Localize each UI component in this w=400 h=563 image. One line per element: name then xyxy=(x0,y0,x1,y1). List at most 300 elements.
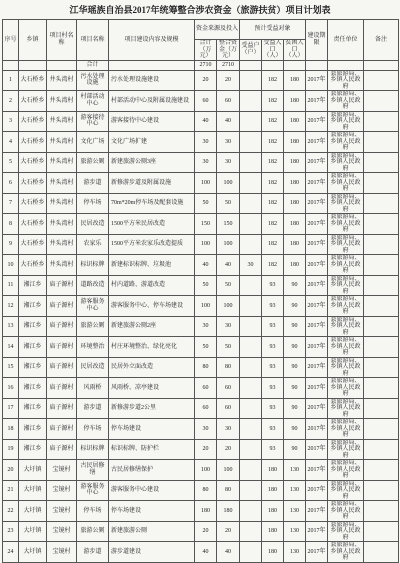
total-section xyxy=(3,60,399,70)
cell-benefit-people: 93 xyxy=(262,398,284,419)
cell-unit: 县旅游局、乡镇人民政府 xyxy=(328,357,364,378)
cell-note xyxy=(364,70,399,91)
cell-benefit-poor: 180 xyxy=(284,132,306,153)
cell-project: 游客接待中心 xyxy=(77,111,109,132)
cell-content: 新修游步道2公里 xyxy=(109,398,195,419)
cell-note xyxy=(364,337,399,358)
cell-content: 风雨桥、凉亭建设 xyxy=(109,378,195,399)
cell-benefit-households xyxy=(240,91,262,112)
cell-funds-integrated: 180 xyxy=(217,501,240,522)
cell-town: 湘江乡 xyxy=(19,419,47,440)
cell-benefit-poor: 180 xyxy=(284,91,306,112)
table-row xyxy=(3,234,399,255)
cell-no: 16 xyxy=(3,378,19,399)
cell-funds-total: 60 xyxy=(195,398,217,419)
cell-town: 大圩镇 xyxy=(19,521,47,542)
project-rows xyxy=(3,70,399,562)
cell-content: 标识标牌、防护栏 xyxy=(109,439,195,460)
header-unit: 责任单位 xyxy=(328,20,364,61)
cell-benefit-households: 30 xyxy=(240,255,262,276)
cell-benefit-poor: 90 xyxy=(284,398,306,419)
cell-unit: 县旅游局、乡镇人民政府 xyxy=(328,501,364,522)
cell-funds-integrated: 20 xyxy=(217,439,240,460)
cell-project: 风雨桥 xyxy=(77,378,109,399)
cell-no: 17 xyxy=(3,398,19,419)
cell-funds-total: 30 xyxy=(195,419,217,440)
cell-village: 宝镜村 xyxy=(47,501,77,522)
cell-funds-integrated: 50 xyxy=(217,193,240,214)
cell-content: 新建旅游公厕3座 xyxy=(109,152,195,173)
cell-note xyxy=(364,419,399,440)
cell-content: 新建旅游公厕2座 xyxy=(109,316,195,337)
cell-benefit-households xyxy=(240,234,262,255)
cell-benefit-households xyxy=(240,296,262,317)
cell-funds-total: 40 xyxy=(195,255,217,276)
cell-unit: 县旅游局、乡镇人民政府 xyxy=(328,91,364,112)
table-row xyxy=(3,152,399,173)
cell-town: 大石桥乡 xyxy=(19,214,47,235)
cell-note xyxy=(364,296,399,317)
cell-funds-total: 150 xyxy=(195,214,217,235)
cell-village: 宝镜村 xyxy=(47,542,77,563)
cell-benefit-poor: 130 xyxy=(284,521,306,542)
cell-funds-integrated: 20 xyxy=(217,70,240,91)
cell-town: 大石桥乡 xyxy=(19,70,47,91)
cell-no: 6 xyxy=(3,173,19,194)
cell-note xyxy=(364,275,399,296)
cell-content: 村庄环境整治、绿化亮化 xyxy=(109,337,195,358)
cell-period: 2017年 xyxy=(306,521,328,542)
header-town: 乡镇 xyxy=(19,20,47,61)
cell-funds-total: 100 xyxy=(195,234,217,255)
table-row xyxy=(3,460,399,481)
cell-benefit-people: 182 xyxy=(262,152,284,173)
cell-unit: 县旅游局、乡镇人民政府 xyxy=(328,419,364,440)
cell-project: 古民居修缮 xyxy=(77,460,109,481)
cell-no: 19 xyxy=(3,439,19,460)
cell-funds-total: 30 xyxy=(195,316,217,337)
cell-town: 大石桥乡 xyxy=(19,111,47,132)
cell-no: 8 xyxy=(3,214,19,235)
cell-benefit-people: 93 xyxy=(262,296,284,317)
cell-village: 井头湾村 xyxy=(47,214,77,235)
table-row xyxy=(3,91,399,112)
cell-no: 14 xyxy=(3,337,19,358)
cell-project: 文化广场 xyxy=(77,132,109,153)
cell-content: 古民居修缮保护 xyxy=(109,460,195,481)
cell-benefit-poor: 90 xyxy=(284,275,306,296)
cell-village: 庙子源村 xyxy=(47,398,77,419)
cell-period: 2017年 xyxy=(306,111,328,132)
cell-project: 游步道 xyxy=(77,398,109,419)
cell-content: 新建标识标牌、垃圾池 xyxy=(109,255,195,276)
cell-unit: 县旅游局、乡镇人民政府 xyxy=(328,480,364,501)
cell-benefit-people: 93 xyxy=(262,275,284,296)
cell-period: 2017年 xyxy=(306,255,328,276)
cell-benefit-people: 93 xyxy=(262,337,284,358)
cell-funds-total: 20 xyxy=(195,70,217,91)
cell-benefit-poor: 90 xyxy=(284,419,306,440)
cell-town: 大石桥乡 xyxy=(19,255,47,276)
cell-content: 村内道路、游道改造 xyxy=(109,275,195,296)
cell-note xyxy=(364,521,399,542)
project-plan-table xyxy=(2,19,399,563)
total-cell-empty xyxy=(3,60,19,70)
cell-period: 2017年 xyxy=(306,152,328,173)
cell-project: 污水处理设施 xyxy=(77,70,109,91)
cell-town: 湘江乡 xyxy=(19,337,47,358)
cell-period: 2017年 xyxy=(306,542,328,563)
cell-funds-total: 80 xyxy=(195,480,217,501)
cell-benefit-households xyxy=(240,480,262,501)
cell-unit: 县旅游局、乡镇人民政府 xyxy=(328,542,364,563)
cell-unit: 县旅游局、乡镇人民政府 xyxy=(328,337,364,358)
cell-funds-total: 100 xyxy=(195,296,217,317)
cell-village: 庙子源村 xyxy=(47,357,77,378)
cell-funds-total: 100 xyxy=(195,460,217,481)
table-row xyxy=(3,439,399,460)
total-row xyxy=(3,60,399,70)
cell-funds-integrated: 150 xyxy=(217,214,240,235)
cell-benefit-poor: 180 xyxy=(284,214,306,235)
total-cell-empty xyxy=(19,60,47,70)
cell-benefit-poor: 180 xyxy=(284,173,306,194)
cell-benefit-people: 93 xyxy=(262,419,284,440)
cell-benefit-people: 180 xyxy=(262,501,284,522)
cell-unit: 县旅游局、乡镇人民政府 xyxy=(328,193,364,214)
cell-content: 70m*20m停车场及配套设施 xyxy=(109,193,195,214)
cell-no: 23 xyxy=(3,521,19,542)
cell-unit: 县旅游局、乡镇人民政府 xyxy=(328,173,364,194)
cell-period: 2017年 xyxy=(306,173,328,194)
cell-benefit-households xyxy=(240,275,262,296)
cell-no: 1 xyxy=(3,70,19,91)
cell-funds-total: 40 xyxy=(195,542,217,563)
cell-town: 湘江乡 xyxy=(19,296,47,317)
header-note: 备注 xyxy=(364,20,399,61)
cell-period: 2017年 xyxy=(306,357,328,378)
cell-project: 停车场 xyxy=(77,501,109,522)
cell-no: 18 xyxy=(3,419,19,440)
cell-project: 游客服务中心 xyxy=(77,296,109,317)
cell-note xyxy=(364,357,399,378)
table-row xyxy=(3,70,399,91)
cell-unit: 县旅游局、乡镇人民政府 xyxy=(328,460,364,481)
cell-funds-integrated: 50 xyxy=(217,337,240,358)
table-row xyxy=(3,255,399,276)
table-row xyxy=(3,275,399,296)
cell-funds-total: 100 xyxy=(195,173,217,194)
cell-benefit-poor: 130 xyxy=(284,542,306,563)
cell-note xyxy=(364,255,399,276)
cell-benefit-households xyxy=(240,337,262,358)
table-header xyxy=(3,20,399,61)
cell-no: 10 xyxy=(3,255,19,276)
cell-village: 井头湾村 xyxy=(47,152,77,173)
cell-village: 庙子源村 xyxy=(47,275,77,296)
cell-funds-integrated: 40 xyxy=(217,255,240,276)
cell-period: 2017年 xyxy=(306,439,328,460)
cell-town: 大石桥乡 xyxy=(19,152,47,173)
cell-project: 停车场 xyxy=(77,193,109,214)
cell-note xyxy=(364,132,399,153)
cell-benefit-people: 182 xyxy=(262,111,284,132)
cell-unit: 县旅游局、乡镇人民政府 xyxy=(328,296,364,317)
cell-funds-integrated: 30 xyxy=(217,316,240,337)
cell-funds-integrated: 60 xyxy=(217,378,240,399)
cell-funds-integrated: 50 xyxy=(217,275,240,296)
cell-content: 停车场建设 xyxy=(109,501,195,522)
cell-benefit-households xyxy=(240,173,262,194)
cell-benefit-poor: 90 xyxy=(284,378,306,399)
cell-funds-total: 60 xyxy=(195,378,217,399)
cell-project: 标识标牌 xyxy=(77,255,109,276)
cell-period: 2017年 xyxy=(306,419,328,440)
cell-village: 庙子源村 xyxy=(47,419,77,440)
cell-project: 游步道 xyxy=(77,542,109,563)
cell-note xyxy=(364,480,399,501)
cell-town: 湘江乡 xyxy=(19,275,47,296)
cell-unit: 县旅游局、乡镇人民政府 xyxy=(328,521,364,542)
total-cell-empty xyxy=(262,60,284,70)
cell-benefit-households xyxy=(240,316,262,337)
cell-benefit-poor: 90 xyxy=(284,337,306,358)
header-benefit-households: 受益户（户） xyxy=(240,40,262,61)
cell-village: 宝镜村 xyxy=(47,480,77,501)
header-no: 序号 xyxy=(3,20,19,61)
cell-funds-integrated: 100 xyxy=(217,460,240,481)
cell-funds-integrated: 20 xyxy=(217,521,240,542)
header-project: 项目名称 xyxy=(77,20,109,61)
header-benefit-poor: 贫困人口（人） xyxy=(285,40,304,59)
cell-project: 旅游公厕 xyxy=(77,521,109,542)
total-funds-total: 2710 xyxy=(195,60,217,70)
cell-benefit-people: 182 xyxy=(262,70,284,91)
cell-village: 庙子源村 xyxy=(47,316,77,337)
cell-funds-integrated: 60 xyxy=(217,398,240,419)
header-content: 项目建设内容及规模 xyxy=(109,20,195,61)
cell-benefit-people: 93 xyxy=(262,439,284,460)
table-row xyxy=(3,337,399,358)
cell-benefit-people: 182 xyxy=(262,255,284,276)
cell-unit: 县旅游局、乡镇人民政府 xyxy=(328,378,364,399)
cell-period: 2017年 xyxy=(306,480,328,501)
cell-period: 2017年 xyxy=(306,193,328,214)
cell-benefit-households xyxy=(240,501,262,522)
cell-village: 宝镜村 xyxy=(47,460,77,481)
cell-unit: 县旅游局、乡镇人民政府 xyxy=(328,132,364,153)
cell-note xyxy=(364,234,399,255)
cell-town: 大石桥乡 xyxy=(19,234,47,255)
cell-period: 2017年 xyxy=(306,337,328,358)
cell-project: 停车场 xyxy=(77,419,109,440)
cell-town: 大石桥乡 xyxy=(19,91,47,112)
document-title: 江华瑶族自治县2017年统筹整合涉农资金（旅游扶贫）项目计划表 xyxy=(69,5,331,15)
cell-village: 庙子源村 xyxy=(47,439,77,460)
header-benefit-people: 受益人口（人） xyxy=(263,40,282,59)
cell-content: 文化广场扩建 xyxy=(109,132,195,153)
cell-benefit-households xyxy=(240,521,262,542)
cell-benefit-people: 182 xyxy=(262,193,284,214)
cell-no: 5 xyxy=(3,152,19,173)
cell-project: 民居改造 xyxy=(77,214,109,235)
table-row xyxy=(3,398,399,419)
cell-content: 新修游步道及附属设施 xyxy=(109,173,195,194)
table-row xyxy=(3,357,399,378)
cell-unit: 县旅游局、乡镇人民政府 xyxy=(328,398,364,419)
table-row xyxy=(3,132,399,153)
cell-funds-total: 30 xyxy=(195,132,217,153)
cell-benefit-households xyxy=(240,542,262,563)
cell-note xyxy=(364,111,399,132)
cell-note xyxy=(364,378,399,399)
cell-town: 大石桥乡 xyxy=(19,173,47,194)
cell-period: 2017年 xyxy=(306,296,328,317)
cell-benefit-poor: 90 xyxy=(284,296,306,317)
cell-project: 游步道 xyxy=(77,173,109,194)
cell-town: 大圩镇 xyxy=(19,460,47,481)
cell-project: 标识标牌 xyxy=(77,439,109,460)
cell-note xyxy=(364,152,399,173)
total-cell-empty xyxy=(284,60,306,70)
cell-benefit-households xyxy=(240,111,262,132)
cell-benefit-households xyxy=(240,70,262,91)
cell-village: 庙子源村 xyxy=(47,296,77,317)
cell-content: 污水处理设施建设 xyxy=(109,70,195,91)
cell-town: 湘江乡 xyxy=(19,378,47,399)
cell-benefit-people: 93 xyxy=(262,316,284,337)
cell-project: 旅游公厕 xyxy=(77,316,109,337)
cell-unit: 县旅游局、乡镇人民政府 xyxy=(328,255,364,276)
cell-village: 井头湾村 xyxy=(47,255,77,276)
cell-note xyxy=(364,193,399,214)
total-cell-empty xyxy=(240,60,262,70)
cell-project: 游客服务中心 xyxy=(77,480,109,501)
cell-no: 2 xyxy=(3,91,19,112)
cell-funds-total: 20 xyxy=(195,521,217,542)
cell-benefit-people: 180 xyxy=(262,542,284,563)
cell-benefit-poor: 90 xyxy=(284,316,306,337)
cell-benefit-households xyxy=(240,357,262,378)
cell-period: 2017年 xyxy=(306,460,328,481)
cell-funds-integrated: 30 xyxy=(217,152,240,173)
cell-no: 21 xyxy=(3,480,19,501)
cell-funds-integrated: 80 xyxy=(217,357,240,378)
cell-benefit-people: 182 xyxy=(262,91,284,112)
cell-funds-integrated: 40 xyxy=(217,111,240,132)
cell-benefit-households xyxy=(240,214,262,235)
header-funds-total: 合计（万元） xyxy=(195,40,217,61)
table-row xyxy=(3,193,399,214)
cell-project: 村部活动中心 xyxy=(77,91,109,112)
cell-note xyxy=(364,214,399,235)
cell-funds-total: 80 xyxy=(195,357,217,378)
cell-content: 游客接待中心建设 xyxy=(109,111,195,132)
cell-note xyxy=(364,439,399,460)
cell-village: 庙子源村 xyxy=(47,337,77,358)
cell-no: 12 xyxy=(3,296,19,317)
total-funds-integrated: 2710 xyxy=(217,60,240,70)
cell-content: 民居外立面改造 xyxy=(109,357,195,378)
cell-no: 24 xyxy=(3,542,19,563)
cell-no: 11 xyxy=(3,275,19,296)
cell-village: 井头湾村 xyxy=(47,91,77,112)
cell-village: 井头湾村 xyxy=(47,111,77,132)
cell-funds-integrated: 30 xyxy=(217,132,240,153)
cell-unit: 县旅游局、乡镇人民政府 xyxy=(328,214,364,235)
total-cell-empty xyxy=(47,60,77,70)
total-cell-empty xyxy=(109,60,195,70)
cell-unit: 县旅游局、乡镇人民政府 xyxy=(328,275,364,296)
cell-funds-integrated: 60 xyxy=(217,91,240,112)
cell-note xyxy=(364,460,399,481)
cell-content: 1500平方米民居改造 xyxy=(109,214,195,235)
table-row xyxy=(3,214,399,235)
cell-benefit-households xyxy=(240,439,262,460)
total-cell-empty xyxy=(364,60,399,70)
table-row xyxy=(3,419,399,440)
cell-note xyxy=(364,91,399,112)
cell-benefit-poor: 90 xyxy=(284,439,306,460)
cell-period: 2017年 xyxy=(306,132,328,153)
cell-benefit-households xyxy=(240,378,262,399)
cell-benefit-households xyxy=(240,152,262,173)
cell-note xyxy=(364,542,399,563)
cell-benefit-poor: 180 xyxy=(284,234,306,255)
cell-benefit-poor: 130 xyxy=(284,501,306,522)
cell-funds-total: 40 xyxy=(195,111,217,132)
cell-funds-integrated: 100 xyxy=(217,234,240,255)
cell-period: 2017年 xyxy=(306,214,328,235)
cell-no: 3 xyxy=(3,111,19,132)
cell-funds-integrated: 100 xyxy=(217,296,240,317)
cell-note xyxy=(364,316,399,337)
cell-benefit-people: 93 xyxy=(262,357,284,378)
cell-village: 庙子源村 xyxy=(47,378,77,399)
cell-content: 停车场建设 xyxy=(109,419,195,440)
header-funds-integrated: 整合资金（万元） xyxy=(217,40,240,61)
table-row xyxy=(3,173,399,194)
cell-content: 游步道建设 xyxy=(109,542,195,563)
cell-benefit-people: 182 xyxy=(262,132,284,153)
cell-no: 15 xyxy=(3,357,19,378)
cell-benefit-poor: 90 xyxy=(284,357,306,378)
total-cell-empty xyxy=(306,60,328,70)
table-row xyxy=(3,316,399,337)
cell-unit: 县旅游局、乡镇人民政府 xyxy=(328,439,364,460)
cell-benefit-households xyxy=(240,398,262,419)
cell-funds-integrated: 100 xyxy=(217,173,240,194)
cell-benefit-poor: 180 xyxy=(284,70,306,91)
cell-no: 22 xyxy=(3,501,19,522)
cell-content: 1500平方米农家乐改造提质 xyxy=(109,234,195,255)
table-row xyxy=(3,501,399,522)
cell-content: 游客服务中心、停车场建设 xyxy=(109,296,195,317)
cell-content: 村部活动中心及附属设施建设 xyxy=(109,91,195,112)
table-row xyxy=(3,542,399,563)
cell-period: 2017年 xyxy=(306,91,328,112)
header-funds: 资金来源及投入 xyxy=(195,20,240,40)
cell-period: 2017年 xyxy=(306,501,328,522)
cell-project: 环境整治 xyxy=(77,337,109,358)
cell-benefit-households xyxy=(240,419,262,440)
cell-period: 2017年 xyxy=(306,70,328,91)
cell-benefit-people: 180 xyxy=(262,480,284,501)
total-label: 合计 xyxy=(77,60,109,70)
cell-unit: 县旅游局、乡镇人民政府 xyxy=(328,70,364,91)
cell-benefit-poor: 180 xyxy=(284,255,306,276)
header-benefit: 预计受益对象 xyxy=(240,20,306,40)
